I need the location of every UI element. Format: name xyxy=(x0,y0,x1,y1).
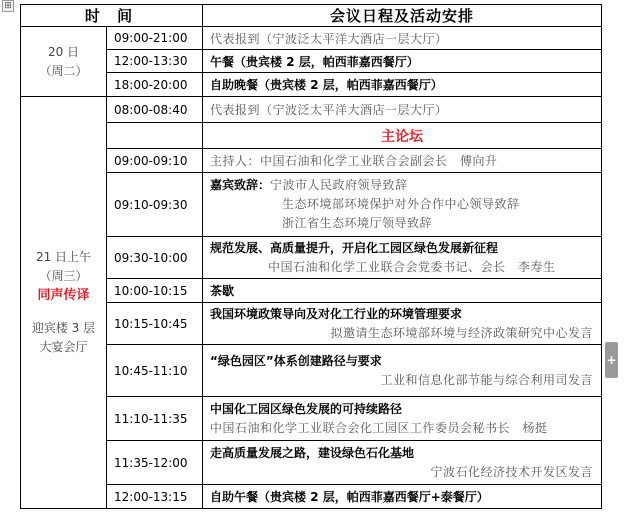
forum-spacer xyxy=(107,123,203,149)
table-move-handle-icon[interactable]: ⊞ xyxy=(2,0,14,12)
header-agenda: 会议日程及活动安排 xyxy=(203,5,602,27)
talk-title: 我国环境政策导向及对化工行业的环境管理要求 xyxy=(210,306,463,321)
agenda-cell: 午餐（贵宾楼 2 层，帕西菲嘉西餐厅） xyxy=(203,50,602,73)
table-row xyxy=(21,397,602,441)
day2-date: 21 日上午 xyxy=(35,250,92,264)
table-row xyxy=(21,279,602,303)
talk-speaker: 中国石油和化学工业联合会党委书记、会长 李寿生 xyxy=(268,259,556,274)
talk-title: 走高质量发展之路，建设绿色石化基地 xyxy=(210,445,415,460)
agenda-cell xyxy=(203,173,602,237)
table-row xyxy=(21,27,602,50)
time-cell: 09:00-21:00 xyxy=(107,27,203,50)
time-cell: 10:15-10:45 xyxy=(107,303,203,345)
time-cell: 10:00-10:15 xyxy=(107,279,203,303)
venue-line2: 大宴会厅 xyxy=(39,340,88,354)
time-cell: 11:10-11:35 xyxy=(107,397,203,441)
header-time: 时 间 xyxy=(21,5,203,27)
venue-line1: 迎宾楼 3 层 xyxy=(31,321,96,335)
welcome-line2: 生态环境部环境保护对外合作中心领导致辞 xyxy=(282,197,520,211)
agenda-cell: 自助午餐（贵宾楼 2 层，帕西菲嘉西餐厅+泰餐厅） xyxy=(203,485,602,509)
expand-toggle-button[interactable]: + xyxy=(605,342,618,378)
time-cell: 12:00-13:15 xyxy=(107,485,203,509)
time-cell: 10:45-11:10 xyxy=(107,345,203,397)
time-cell: 08:00-08:40 xyxy=(107,97,203,123)
table-row xyxy=(21,237,602,279)
talk-speaker: 中国石油和化学工业联合会化工园区工作委员会秘书长 杨挺 xyxy=(210,420,548,435)
agenda-cell: 茶歇 xyxy=(203,279,602,303)
day2-cell xyxy=(21,97,107,509)
table-row xyxy=(21,485,602,509)
agenda-cell: 代表报到（宁波泛太平洋大酒店一层大厅） xyxy=(203,97,602,123)
agenda-cell xyxy=(203,441,602,485)
agenda-cell: 自助晚餐（贵宾楼 2 层，帕西菲嘉西餐厅） xyxy=(203,73,602,97)
forum-row xyxy=(21,123,602,149)
time-cell: 09:30-10:00 xyxy=(107,237,203,279)
header-row xyxy=(21,5,602,27)
talk-title: 中国化工园区绿色发展的可持续路径 xyxy=(210,401,403,416)
welcome-line1: 宁波市人民政府领导致辞 xyxy=(270,178,408,192)
day1-weekday: （周二） xyxy=(39,63,88,78)
time-cell: 09:00-09:10 xyxy=(107,149,203,173)
forum-title: 主论坛 xyxy=(203,123,602,149)
welcome-line3: 浙江省生态环境厅领导致辞 xyxy=(282,216,433,230)
agenda-cell xyxy=(203,397,602,441)
table-row xyxy=(21,97,602,123)
table-row xyxy=(21,173,602,237)
table-row xyxy=(21,441,602,485)
table-row xyxy=(21,303,602,345)
talk-title: 规范发展、高质量提升，开启化工园区绿色发展新征程 xyxy=(210,240,499,255)
agenda-cell xyxy=(203,345,602,397)
talk-speaker: 工业和信息化部节能与综合利用司发言 xyxy=(380,372,593,387)
table-row xyxy=(21,345,602,397)
time-cell: 09:10-09:30 xyxy=(107,173,203,237)
talk-speaker: 拟邀请生态环境部环境与经济政策研究中心发言 xyxy=(330,325,593,340)
agenda-cell xyxy=(203,237,602,279)
talk-speaker: 宁波石化经济技术开发区发言 xyxy=(430,464,593,479)
day2-weekday: （周三） xyxy=(39,269,88,283)
agenda-cell xyxy=(203,303,602,345)
table-row xyxy=(21,149,602,173)
time-cell: 18:00-20:00 xyxy=(107,73,203,97)
table-row xyxy=(21,73,602,97)
talk-title: “绿色园区”体系创建路径与要求 xyxy=(210,353,382,368)
time-cell: 12:00-13:30 xyxy=(107,50,203,73)
table-row xyxy=(21,50,602,73)
interpretation-label: 同声传译 xyxy=(37,288,90,303)
schedule-table xyxy=(20,4,602,509)
time-cell: 11:35-12:00 xyxy=(107,441,203,485)
welcome-title: 嘉宾致辞： xyxy=(210,178,271,192)
day1-date: 20 日 xyxy=(47,44,80,59)
agenda-cell: 主持人：中国石油和化学工业联合会副会长 傅向升 xyxy=(203,149,602,173)
day1-cell xyxy=(21,27,107,97)
agenda-cell: 代表报到（宁波泛太平洋大酒店一层大厅） xyxy=(203,27,602,50)
